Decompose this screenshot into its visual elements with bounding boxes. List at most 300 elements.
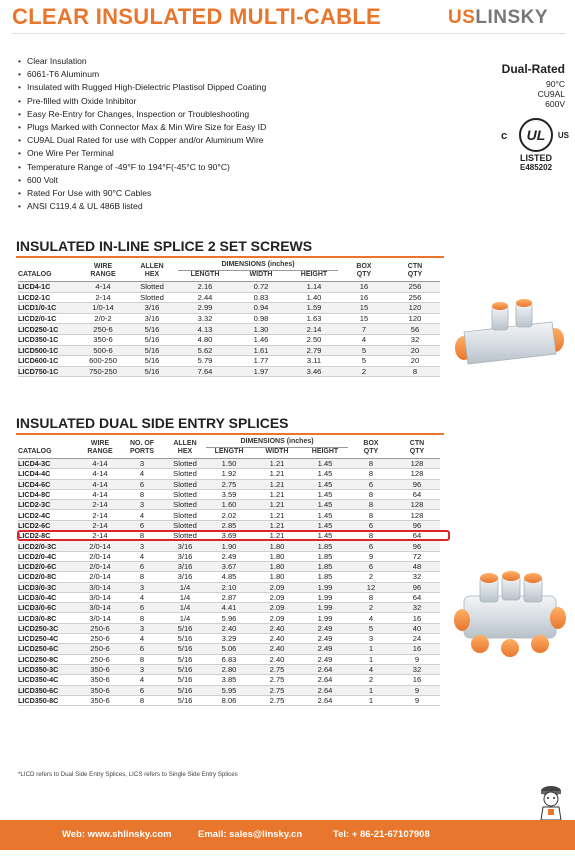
table-cell: 1.80 [252, 551, 302, 561]
table-cell: 2.49 [302, 623, 348, 633]
table-cell: 2.40 [252, 644, 302, 654]
table-cell: Slotted [126, 292, 178, 303]
brand-logo [448, 7, 548, 29]
col-dimensions: DIMENSIONS (inches) [206, 438, 348, 448]
table-row [18, 561, 440, 571]
table-cell: 1.45 [302, 489, 348, 499]
table-cell: 8 [348, 469, 394, 479]
table-cell: 1 [348, 654, 394, 664]
feature-item: • Insulated with Rugged High-Dielectric Plastisol Dipped Coating [18, 81, 266, 94]
table-cell: 64 [394, 592, 440, 602]
rating-heading: Dual-Rated [501, 62, 565, 76]
inline-splice-product-image [452, 292, 567, 382]
table-cell: 1.45 [302, 479, 348, 489]
catalog-cell: LICD750-1C [18, 366, 80, 377]
table-cell: 8 [120, 531, 164, 541]
table-row [18, 634, 440, 644]
table-cell: 1 [348, 644, 394, 654]
table-cell: 120 [390, 313, 440, 324]
table-cell: 3 [120, 500, 164, 510]
table-cell: 600-250 [80, 356, 126, 367]
table-cell: 6 [120, 520, 164, 530]
table-cell: 2.09 [252, 613, 302, 623]
table-cell: 5.95 [206, 685, 252, 695]
table-row [18, 356, 440, 367]
catalog-cell: LICD2-3C [18, 500, 80, 510]
table-cell: 1.99 [302, 592, 348, 602]
catalog-cell: LICD4-6C [18, 479, 80, 489]
table-row [18, 613, 440, 623]
table-cell: 1.14 [290, 282, 338, 293]
col-ctn-qty [390, 261, 440, 282]
table-cell: 2-14 [80, 510, 120, 520]
table-cell: 4 [120, 592, 164, 602]
ul-listed-label: LISTED [519, 153, 552, 163]
table-cell: 96 [394, 582, 440, 592]
table-cell: 3.59 [206, 489, 252, 499]
table-cell: 1.92 [206, 469, 252, 479]
table-cell: 1.90 [206, 541, 252, 551]
table-row [18, 675, 440, 685]
catalog-cell: LICD250-3C [18, 623, 80, 633]
table-cell: 128 [394, 500, 440, 510]
catalog-cell: LICD3/0-3C [18, 582, 80, 592]
table-cell: 8 [120, 695, 164, 705]
table-cell: 1.21 [252, 531, 302, 541]
col-range-label: RANGE [90, 271, 116, 278]
table-cell: 2.09 [252, 592, 302, 602]
col-box-qty [348, 438, 394, 459]
catalog-cell: LICD4-3C [18, 459, 80, 469]
table-cell: 1.21 [252, 520, 302, 530]
table-cell: 32 [394, 664, 440, 674]
table-cell: 4 [348, 613, 394, 623]
table-cell: 1.99 [302, 582, 348, 592]
table-cell: 5/16 [164, 695, 206, 705]
table-cell: 6 [120, 644, 164, 654]
table-cell: 3/0-14 [80, 582, 120, 592]
table-row [18, 345, 440, 356]
table-cell: 16 [394, 675, 440, 685]
feature-item: • Rated For Use with 90°C Cables [18, 187, 266, 200]
table-cell: 4-14 [80, 489, 120, 499]
table-cell: 3/16 [126, 303, 178, 314]
catalog-cell: LICD350-4C [18, 675, 80, 685]
catalog-cell: LICD2-8C [18, 531, 80, 541]
table-cell: 350-6 [80, 334, 126, 345]
col-wire-range [80, 261, 126, 282]
catalog-cell: LICD350-6C [18, 685, 80, 695]
table-cell: 20 [390, 345, 440, 356]
table-row [18, 572, 440, 582]
catalog-cell: LICD600-1C [18, 356, 80, 367]
table-cell: 1.59 [290, 303, 338, 314]
catalog-cell: LICD250-6C [18, 644, 80, 654]
table-cell: 7 [338, 324, 390, 335]
col-wire-range [80, 438, 120, 459]
table-cell: 7.64 [178, 366, 232, 377]
col-box-qty [338, 261, 390, 282]
ul-c-mark: c [501, 130, 508, 142]
ul-us-mark: US [557, 131, 569, 140]
table-row [18, 334, 440, 345]
table-cell: 3.11 [290, 356, 338, 367]
ul-file-number: E485202 [519, 163, 553, 172]
table-cell: 6 [120, 479, 164, 489]
table-cell: 5/16 [126, 366, 178, 377]
table-cell: 9 [394, 695, 440, 705]
table-cell: 15 [338, 313, 390, 324]
table-cell: 2.75 [252, 664, 302, 674]
table-cell: 12 [348, 582, 394, 592]
feature-item: • ANSI C119.4 & UL 486B listed [18, 200, 266, 213]
catalog-cell: LICD2/0-1C [18, 313, 80, 324]
table-cell: 5/16 [164, 623, 206, 633]
table-cell: 4 [348, 664, 394, 674]
table-cell: 2.87 [206, 592, 252, 602]
col-wire-label: WIRE [90, 440, 110, 447]
table-cell: 3 [120, 623, 164, 633]
table-cell: 8 [390, 366, 440, 377]
table-cell: 4.80 [178, 334, 232, 345]
section1-divider [16, 256, 444, 258]
table-cell: 5/16 [164, 634, 206, 644]
table-row [18, 489, 440, 499]
table-cell: 0.72 [232, 282, 290, 293]
table-cell: 64 [394, 531, 440, 541]
table-cell: 1.85 [302, 551, 348, 561]
table-row [18, 282, 440, 293]
table-cell: 8 [348, 500, 394, 510]
table-cell: 2.49 [302, 654, 348, 664]
table-cell: 2.64 [302, 675, 348, 685]
table-cell: 2.75 [252, 675, 302, 685]
table-cell: 3.29 [206, 634, 252, 644]
col-dimensions: DIMENSIONS (inches) [178, 261, 338, 271]
table-cell: 2/0-14 [80, 572, 120, 582]
catalog-cell: LICD2/0-3C [18, 541, 80, 551]
table-cell: 2.40 [252, 634, 302, 644]
table-cell: 3/0-14 [80, 592, 120, 602]
table-cell: Slotted [164, 531, 206, 541]
table-cell: 1.77 [232, 356, 290, 367]
table-cell: 2.02 [206, 510, 252, 520]
table-cell: Slotted [164, 510, 206, 520]
col-allen-hex [164, 438, 206, 459]
table-cell: 2.44 [178, 292, 232, 303]
table-cell: 3.46 [290, 366, 338, 377]
table-cell: 1.99 [302, 613, 348, 623]
section2-divider [16, 433, 444, 435]
table-cell: 2.85 [206, 520, 252, 530]
table-row [18, 292, 440, 303]
table-cell: 8 [120, 489, 164, 499]
table-cell: 350-6 [80, 675, 120, 685]
table-cell: 48 [394, 561, 440, 571]
table-cell: 2/0-14 [80, 561, 120, 571]
col-box-qty-label: QTY [363, 448, 379, 455]
table-cell: 1.85 [302, 541, 348, 551]
table-row [18, 479, 440, 489]
table-cell: 500-6 [80, 345, 126, 356]
catalog-cell: LICD2/0-8C [18, 572, 80, 582]
col-height: HEIGHT [302, 448, 348, 459]
table-row [18, 664, 440, 674]
table-cell: 2.14 [290, 324, 338, 335]
footer-phone: Tel: + 86-21-67107908 [333, 829, 430, 840]
feature-item: • CU9AL Dual Rated for use with Copper and/or Aluminum Wire [18, 134, 266, 147]
table-cell: 5/16 [126, 356, 178, 367]
table-cell: 1.80 [252, 541, 302, 551]
table-cell: 1.99 [302, 603, 348, 613]
table-cell: 1.21 [252, 500, 302, 510]
table-cell: 2.49 [302, 644, 348, 654]
feature-item: • Pre-filled with Oxide Inhibitor [18, 95, 266, 108]
table-cell: 5/16 [126, 345, 178, 356]
col-allen-label: ALLEN [140, 263, 164, 270]
catalog-cell: LICD350-8C [18, 695, 80, 705]
col-ctn-label: CTN [409, 440, 425, 447]
table-cell: 4 [120, 551, 164, 561]
table-cell: Slotted [164, 469, 206, 479]
table-cell: 5/16 [164, 644, 206, 654]
table-cell: Slotted [164, 479, 206, 489]
table-cell: 1.85 [302, 561, 348, 571]
table-cell: 2-14 [80, 520, 120, 530]
table-cell: 5/16 [164, 654, 206, 664]
table-cell: 6 [120, 561, 164, 571]
table-cell: 1.45 [302, 469, 348, 479]
table-cell: 6 [348, 520, 394, 530]
table-cell: 250-6 [80, 644, 120, 654]
table-cell: 96 [394, 541, 440, 551]
table-cell: 3/16 [164, 551, 206, 561]
feature-item: • Plugs Marked with Connector Max & Min Wire Size for Easy ID [18, 121, 266, 134]
table-cell: 3 [120, 541, 164, 551]
table-row [18, 654, 440, 664]
table-cell: 3/16 [164, 541, 206, 551]
table-cell: 5/16 [164, 664, 206, 674]
table-cell: 250-6 [80, 324, 126, 335]
table-cell: 2.50 [290, 334, 338, 345]
table-cell: 1.21 [252, 510, 302, 520]
table-cell: 2.40 [252, 623, 302, 633]
table-cell: 2.10 [206, 582, 252, 592]
table-cell: 4 [120, 634, 164, 644]
table-cell: 5/16 [126, 334, 178, 345]
table-cell: 8 [348, 459, 394, 469]
catalog-cell: LICD3/0-6C [18, 603, 80, 613]
table-cell: 8 [348, 510, 394, 520]
table-cell: 1/4 [164, 613, 206, 623]
catalog-cell: LICD4-4C [18, 469, 80, 479]
table-cell: 1.80 [252, 572, 302, 582]
table-cell: 32 [394, 572, 440, 582]
table-cell: 72 [394, 551, 440, 561]
table-cell: 9 [394, 685, 440, 695]
table-cell: 3.32 [178, 313, 232, 324]
table-cell: 1.30 [232, 324, 290, 335]
table-cell: 2 [348, 675, 394, 685]
table-cell: 5.79 [178, 356, 232, 367]
table-cell: 4 [120, 510, 164, 520]
table-cell: 350-6 [80, 685, 120, 695]
catalog-cell: LICD2-1C [18, 292, 80, 303]
feature-item: • One Wire Per Terminal [18, 147, 266, 160]
table-cell: 16 [394, 613, 440, 623]
col-width: WIDTH [232, 271, 290, 282]
table-cell: 1.50 [206, 459, 252, 469]
table-cell: 2/0-14 [80, 541, 120, 551]
table-cell: 8 [348, 592, 394, 602]
table-cell: 2 [338, 366, 390, 377]
table-cell: 2.49 [302, 634, 348, 644]
table-cell: 6 [120, 603, 164, 613]
col-catalog: CATALOG [18, 261, 80, 282]
table-row [18, 644, 440, 654]
col-wire-label: WIRE [93, 263, 113, 270]
table-cell: 2.75 [252, 695, 302, 705]
table-row [18, 303, 440, 314]
catalog-cell: LICD2/0-4C [18, 551, 80, 561]
table-cell: 8 [120, 654, 164, 664]
table-row [18, 695, 440, 705]
table-cell: 4-14 [80, 459, 120, 469]
table-row [18, 313, 440, 324]
table-cell: 2.09 [252, 603, 302, 613]
table-cell: 3/0-14 [80, 613, 120, 623]
table-cell: 5 [338, 356, 390, 367]
table-cell: 5.96 [206, 613, 252, 623]
table-cell: 3 [120, 664, 164, 674]
col-ctn-label: CTN [407, 263, 423, 270]
footer-web-link[interactable]: Web: www.shlinsky.com [62, 829, 172, 840]
brand-logo-us: US [448, 7, 476, 28]
ul-circle-icon: UL [519, 118, 553, 152]
table-cell: 1 [348, 685, 394, 695]
mascot-icon [535, 783, 567, 821]
table-cell: 128 [394, 510, 440, 520]
table-row [18, 551, 440, 561]
col-box-label: BOX [356, 263, 372, 270]
table-cell: 56 [390, 324, 440, 335]
table-cell: 128 [394, 459, 440, 469]
table-row [18, 500, 440, 510]
table-cell: 2.99 [178, 303, 232, 314]
col-height: HEIGHT [290, 271, 338, 282]
table-cell: 0.83 [232, 292, 290, 303]
table-row [18, 510, 440, 520]
table-cell: 1.80 [252, 561, 302, 571]
header-divider [12, 33, 565, 34]
dual-side-entry-product-image [450, 568, 570, 660]
table-cell: 5/16 [164, 685, 206, 695]
table-cell: 2.75 [206, 479, 252, 489]
table-cell: 2/0-2 [80, 313, 126, 324]
catalog-cell: LICD2-6C [18, 520, 80, 530]
highlighted-row-outline [17, 530, 450, 541]
table-cell: 16 [394, 644, 440, 654]
table-cell: 4 [120, 469, 164, 479]
table-cell: 1.45 [302, 520, 348, 530]
catalog-cell: LICD4-8C [18, 489, 80, 499]
table-cell: Slotted [164, 489, 206, 499]
col-ctn-qty [394, 438, 440, 459]
table-cell: 128 [394, 469, 440, 479]
table-cell: 5 [338, 345, 390, 356]
table-cell: 96 [394, 479, 440, 489]
table-cell: 5 [348, 623, 394, 633]
table-row [18, 603, 440, 613]
table-cell: 6.83 [206, 654, 252, 664]
table-cell: 1/0-14 [80, 303, 126, 314]
table-row [18, 366, 440, 377]
catalog-cell: LICD2-4C [18, 510, 80, 520]
dual-side-entry-table [18, 438, 440, 706]
table-cell: 1/4 [164, 603, 206, 613]
feature-item: • Easy Re-Entry for Changes, Inspection or Troubleshooting [18, 108, 266, 121]
table-cell: 4.41 [206, 603, 252, 613]
feature-item: • Temperature Range of -49°F to 194°F(-45°C to 90°C) [18, 161, 266, 174]
table-cell: 2.75 [252, 685, 302, 695]
table-cell: 1.21 [252, 479, 302, 489]
table-cell: 250-6 [80, 634, 120, 644]
table-cell: 8 [120, 613, 164, 623]
col-allen-label: ALLEN [173, 440, 197, 447]
col-box-label: BOX [363, 440, 379, 447]
col-hex-label: HEX [144, 271, 160, 278]
table-cell: 3/16 [164, 572, 206, 582]
table-cell: 2.09 [252, 582, 302, 592]
catalog-cell: LICD3/0-8C [18, 613, 80, 623]
table-cell: 1.63 [290, 313, 338, 324]
table-cell: 15 [338, 303, 390, 314]
table-cell: 32 [394, 603, 440, 613]
table-cell: 250-6 [80, 623, 120, 633]
table-cell: 64 [394, 489, 440, 499]
table-cell: 6 [348, 541, 394, 551]
table-cell: 256 [390, 282, 440, 293]
col-box-qty-label: QTY [356, 271, 372, 278]
table-cell: 96 [394, 520, 440, 530]
table-cell: 4 [338, 334, 390, 345]
table-cell: 2-14 [80, 500, 120, 510]
table-cell: 1.45 [302, 531, 348, 541]
table-row [18, 582, 440, 592]
table-cell: 2.40 [206, 623, 252, 633]
table-cell: 350-6 [80, 664, 120, 674]
col-allen-hex [126, 261, 178, 282]
table-cell: 1.21 [252, 459, 302, 469]
footer-email-link[interactable]: Email: sales@linsky.cn [198, 829, 303, 840]
table-cell: 2.79 [290, 345, 338, 356]
table-cell: 4.85 [206, 572, 252, 582]
table-cell: 8 [348, 489, 394, 499]
table-cell: 2.40 [252, 654, 302, 664]
table-row [18, 623, 440, 633]
section1-title: INSULATED IN-LINE SPLICE 2 SET SCREWS [16, 238, 313, 254]
table-cell: 6 [348, 561, 394, 571]
catalog-cell: LICD350-3C [18, 664, 80, 674]
col-ctn-qty-label: QTY [407, 271, 423, 278]
catalog-cell: LICD3/0-4C [18, 592, 80, 602]
rating-block [502, 62, 565, 109]
col-range-label: RANGE [87, 448, 113, 455]
table-cell: 2.16 [178, 282, 232, 293]
table-cell: Slotted [164, 520, 206, 530]
table-cell: 2.80 [206, 664, 252, 674]
table-cell: 2.64 [302, 685, 348, 695]
